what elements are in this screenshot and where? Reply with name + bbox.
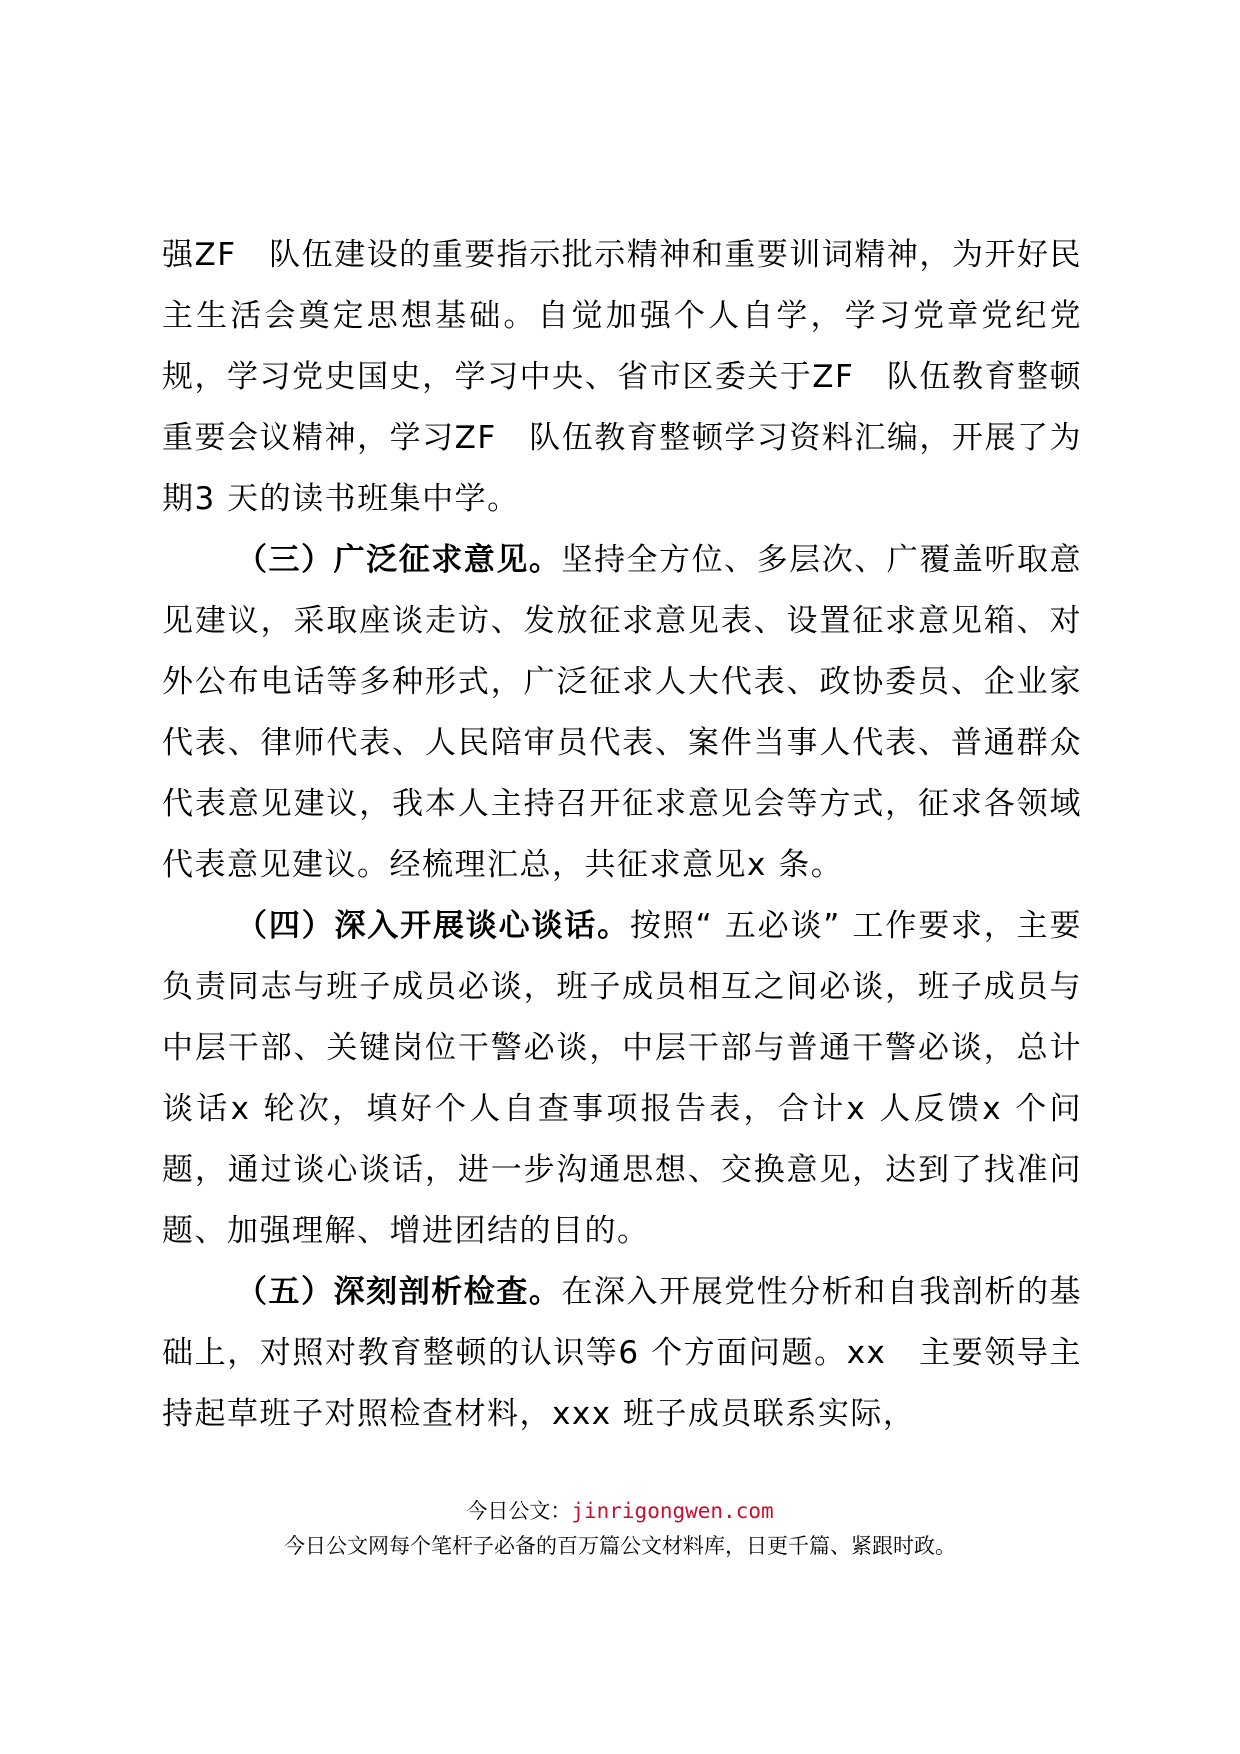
paragraph-text: 坚持全方位、多层次、广覆盖听取意见建议，采取座谈走访、发放征求意见表、设置征求意见箱、对外公布电话等多种形式，广泛征求人大代表、政协委员、企业家代表、律师代表、人民陪审员代表、案件当事人代表、普通群众代表意见建议，我本人主持召开征求意见会等方式，征求各领域代表意见建议。经梳理汇总，共征求意见x 条。 xyxy=(162,542,1083,883)
section-heading: （三）广泛征求意见。 xyxy=(236,542,562,578)
document-body xyxy=(162,225,1082,1445)
page-footer xyxy=(0,1494,1240,1564)
paragraph-section-4 xyxy=(162,896,1082,1262)
paragraph-section-5 xyxy=(162,1262,1082,1445)
section-heading: （四）深入开展谈心谈话。 xyxy=(236,908,630,944)
paragraph-section-3 xyxy=(162,530,1082,896)
paragraph-text: 按照“ 五必谈” 工作要求，主要负责同志与班子成员必谈，班子成员相互之间必谈，班子成员与中层干部、关键岗位干警必谈，中层干部与普通干警必谈，总计谈话x 轮次，填好个人自查事项报告表，合计x 人反馈x 个问题，通过谈心谈话，进一步沟通思想、交换意见，达到了找准问题、加强理解、增进团结的目的。 xyxy=(162,908,1082,1249)
footer-website-link[interactable]: jinrigongwen.com xyxy=(571,1499,774,1523)
footer-label: 今日公文： xyxy=(466,1499,572,1523)
paragraph-text: 强ZF 队伍建设的重要指示批示精神和重要训词精神，为开好民主生活会奠定思想基础。自觉加强个人自学，学习党章党纪党规，学习党史国史，学习中央、省市区委关于ZF 队伍教育整顿重要会议精神，学习ZF 队伍教育整顿学习资料汇编，开展了为期3 天的读书班集中学。 xyxy=(162,237,1082,517)
section-heading: （五）深刻剖析检查。 xyxy=(236,1274,562,1310)
footer-source-line xyxy=(0,1494,1240,1529)
paragraph-continuation xyxy=(162,225,1082,530)
paragraph-text: 在深入开展党性分析和自我剖析的基础上，对照对教育整顿的认识等6 个方面问题。xx 主要领导主持起草班子对照检查材料，xxx 班子成员联系实际， xyxy=(162,1274,1083,1432)
footer-slogan: 今日公文网每个笔杆子必备的百万篇公文材料库，日更千篇、紧跟时政。 xyxy=(284,1534,956,1558)
